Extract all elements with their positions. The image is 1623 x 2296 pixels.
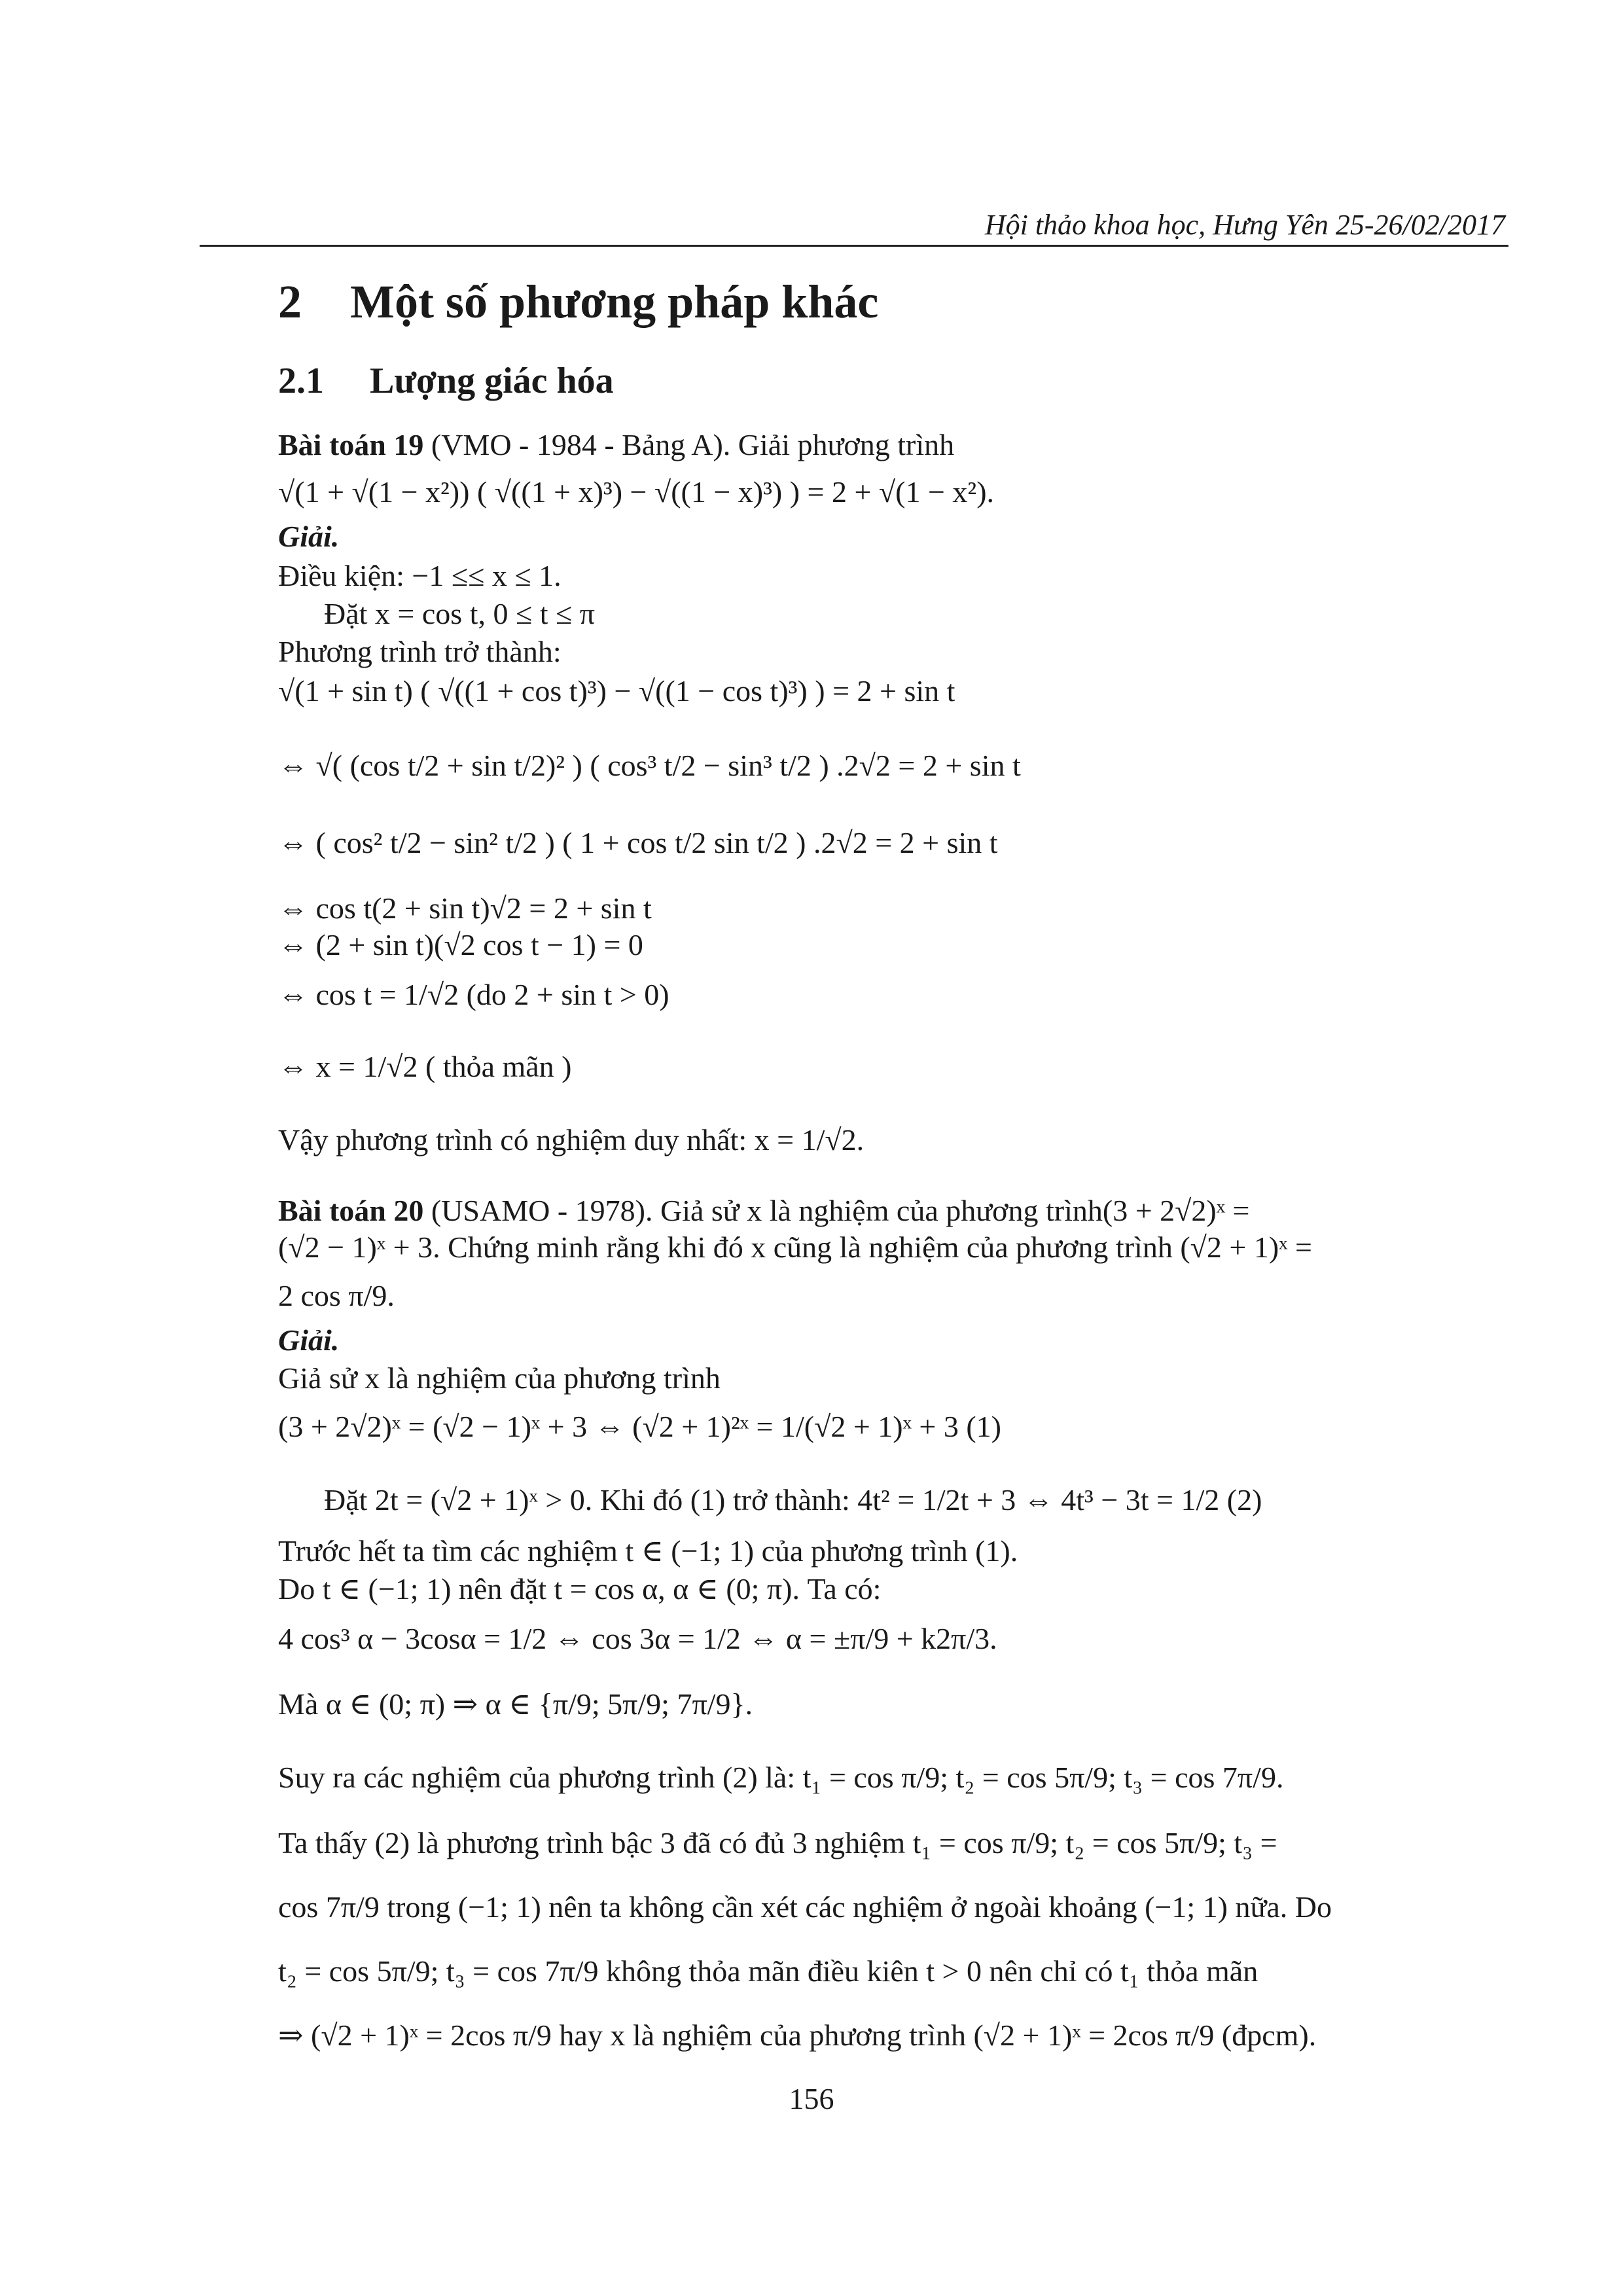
- equation-step: ⇔ √( (cos t/2 + sin t/2)² ) ( cos³ t/2 − sin³ t/2 ) .2√2 = 2 + sin t: [278, 749, 1021, 782]
- solution-line: (3 + 2√2)ˣ = (√2 − 1)ˣ + 3 ⇔ (√2 + 1)²ˣ = 1/(√2 + 1)ˣ + 3 (1): [278, 1410, 1001, 1443]
- problem-19-equation: √(1 + √(1 − x²)) ( √((1 + x)³) − √((1 − x)³) ) = 2 + √(1 − x²).: [278, 475, 995, 509]
- solution-line: Đặt 2t = (√2 + 1)ˣ > 0. Khi đó (1) trở thành: 4t² = 1/2t + 3 ⇔ 4t³ − 3t = 1/2 (2): [324, 1483, 1262, 1516]
- page-number: 156: [789, 2082, 834, 2115]
- conclusion-line: Vậy phương trình có nghiệm duy nhất: x = 1/√2.: [278, 1123, 865, 1157]
- problem-text: (√2 − 1)ˣ + 3. Chứng minh rằng khi đó x cũng là nghiệm của phương trình (√2 + 1)ˣ =: [278, 1230, 1312, 1264]
- condition-line: Điều kiện: −1 ≤≤ x ≤ 1.: [278, 559, 562, 592]
- equation-step: ⇔ cos t = 1/√2 (do 2 + sin t > 0): [278, 978, 669, 1011]
- problem-source: (USAMO - 1978).: [431, 1194, 653, 1227]
- problem-statement: Giả sử x là nghiệm của phương trình(3 + 2√2)ˣ =: [660, 1194, 1250, 1227]
- substitution-line: Đặt x = cos t, 0 ≤ t ≤ π: [324, 597, 595, 630]
- solution-label: Giải.: [278, 1323, 340, 1357]
- section-number: 2: [278, 276, 302, 328]
- solution-line: cos 7π/9 trong (−1; 1) nên ta không cần xét các nghiệm ở ngoài khoảng (−1; 1) nữa. Do: [278, 1890, 1332, 1924]
- subsection-title: Lượng giác hóa: [370, 361, 614, 401]
- solution-line: Do t ∈ (−1; 1) nên đặt t = cos α, α ∈ (0; π). Ta có:: [278, 1572, 882, 1605]
- running-header: Hội thảo khoa học, Hưng Yên 25-26/02/2017: [984, 209, 1505, 241]
- solution-line: ⇒ (√2 + 1)ˣ = 2cos π/9 hay x là nghiệm của phương trình (√2 + 1)ˣ = 2cos π/9 (đpcm).: [278, 2018, 1317, 2052]
- solution-line: Suy ra các nghiệm của phương trình (2) là: t₁ = cos π/9; t₂ = cos 5π/9; t₃ = cos 7π/9.: [278, 1761, 1284, 1794]
- solution-line: 4 cos³ α − 3cosα = 1/2 ⇔ cos 3α = 1/2 ⇔ α = ±π/9 + k2π/3.: [278, 1622, 997, 1655]
- subsection-heading: [278, 360, 614, 402]
- problem-statement: Giải phương trình: [738, 428, 955, 461]
- equation-step: ⇔ cos t(2 + sin t)√2 = 2 + sin t: [278, 891, 652, 925]
- section-title: Một số phương pháp khác: [350, 276, 879, 328]
- solution-line: Trước hết ta tìm các nghiệm t ∈ (−1; 1) của phương trình (1).: [278, 1534, 1018, 1568]
- solution-line: t₂ = cos 5π/9; t₃ = cos 7π/9 không thỏa mãn điều kiên t > 0 nên chỉ có t₁ thỏa mãn: [278, 1954, 1258, 1988]
- equation-step: ⇔ x = 1/√2 ( thỏa mãn ): [278, 1050, 572, 1083]
- equation-step: ⇔ (2 + sin t)(√2 cos t − 1) = 0: [278, 928, 643, 961]
- problem-source: (VMO - 1984 - Bảng A).: [431, 428, 731, 461]
- equation-step: √(1 + sin t) ( √((1 + cos t)³) − √((1 − cos t)³) ) = 2 + sin t: [278, 674, 955, 708]
- solution-line: Mà α ∈ (0; π) ⇒ α ∈ {π/9; 5π/9; 7π/9}.: [278, 1687, 753, 1721]
- section-heading: [278, 275, 878, 329]
- equation-step: ⇔ ( cos² t/2 − sin² t/2 ) ( 1 + cos t/2 sin t/2 ) .2√2 = 2 + sin t: [278, 826, 998, 859]
- problem-text: 2 cos π/9.: [278, 1279, 395, 1312]
- transform-intro: Phương trình trở thành:: [278, 635, 562, 668]
- problem-19-heading: [278, 425, 954, 465]
- problem-label: Bài toán 20: [278, 1194, 424, 1227]
- header-rule: [200, 245, 1508, 247]
- problem-label: Bài toán 19: [278, 428, 424, 461]
- solution-label: Giải.: [278, 520, 340, 553]
- subsection-number: 2.1: [278, 361, 324, 401]
- solution-line: Ta thấy (2) là phương trình bậc 3 đã có đủ 3 nghiệm t₁ = cos π/9; t₂ = cos 5π/9; t₃ =: [278, 1826, 1277, 1859]
- solution-line: Giả sử x là nghiệm của phương trình: [278, 1361, 721, 1395]
- problem-20-heading: [278, 1191, 1249, 1230]
